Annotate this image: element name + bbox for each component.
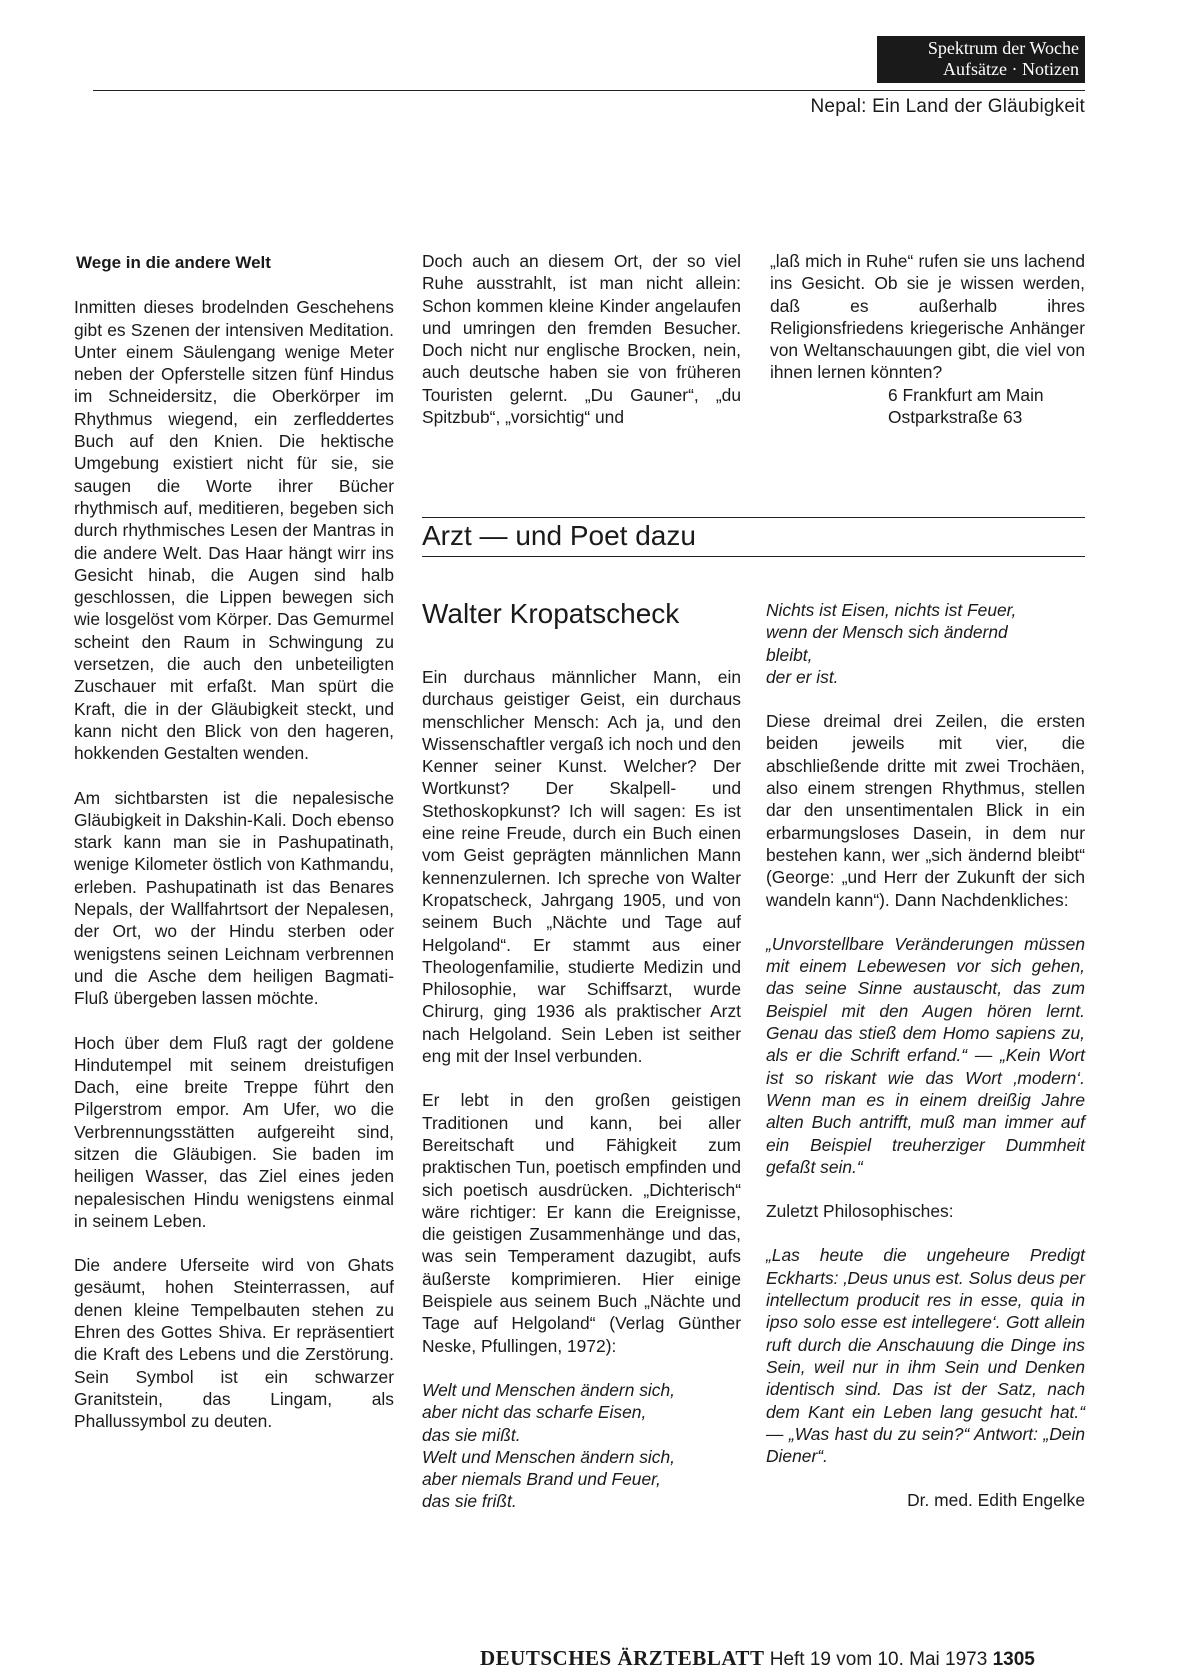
- journal-name: DEUTSCHES ÄRZTEBLATT: [480, 1646, 765, 1670]
- article2-paragraph: Zuletzt Philosophisches:: [766, 1201, 954, 1222]
- article2-column-1: [422, 666, 741, 1513]
- article1-paragraph: Inmitten dieses brodelnden Geschehens gibt es Szenen der intensiven Meditation. Unter einem Säulengang wenige Meter neben der Opferstelle sitzen fünf Hindus im Schneidersitz, die Oberkörper im Rhythmus wiegend, ein zerfleddertes Buch auf den Knien. Die hektische Umgebung existiert nicht für sie, sie saugen die Worte ihrer Bücher rhythmisch auf, meditieren, begeben sich durch rhythmisches Lesen der Mantras in die andere Welt. Das Haar hängt wirr ins Gesicht hinab, die Augen sind halb geschlossen, die Lippen bewegen sich wie losgelöst vom Körper. Das Gemurmel scheint den Raum in Schwingung zu versetzen, die auch den unbeteiligten Zuschauer mit erfaßt. Man spürt die Kraft, die in der Gläubigkeit steckt, und kann nicht den Blick von den hageren, hokkenden Gestalten wenden.: [74, 297, 394, 764]
- poem-line: Welt und Menschen ändern sich,: [422, 1446, 675, 1467]
- header-rule: [93, 90, 1085, 91]
- poem-line: wenn der Mensch sich ändernd: [766, 622, 1008, 643]
- article1-subhead: Wege in die andere Welt: [76, 253, 271, 272]
- section-heading: Arzt — und Poet dazu: [422, 520, 696, 551]
- section-badge: [877, 36, 1085, 83]
- address-line-2: Ostparkstraße 63: [888, 407, 1023, 428]
- article1-paragraph: „laß mich in Ruhe“ rufen sie uns lachend ins Gesicht. Ob sie je wissen werden, daß es außerhalb ihres Religionsfriedens kriegerische Anhänger von Weltanschauungen gibt, die viel von ihnen lernen könnten?: [770, 251, 1085, 383]
- section-rule-bottom: [422, 556, 1085, 557]
- poem-line: Nichts ist Eisen, nichts ist Feuer,: [766, 600, 1017, 620]
- poem-line: aber niemals Brand und Feuer,: [422, 1469, 661, 1490]
- poem-line: der er ist.: [766, 666, 839, 687]
- poem-2: [766, 599, 1085, 688]
- article1-paragraph: Doch auch an diesem Ort, der so viel Ruhe ausstrahlt, ist man nicht allein: Schon kommen kleine Kinder angelaufen und umringen den fremden Besucher. Doch nicht nur englische Brocken, nein, auch deutsche haben sie von früheren Touristen gelernt. „Du Gauner“, „du Spitzbub“, „vorsichtig“ und: [422, 251, 741, 428]
- running-title: Nepal: Ein Land der Gläubigkeit: [810, 96, 1085, 117]
- badge-line-2: Aufsätze · Notizen: [943, 59, 1079, 79]
- article2-paragraph: Diese dreimal drei Zeilen, die ersten beiden jeweils mit vier, die abschließende dritte mit zwei Trochäen, also einem strengen Rhythmus, stellen dar den unsentimentalen Blick in ein erbarmungsloses Dasein, in dem nur bestehen kann, wer „sich ändernd bleibt“ (George: „und Herr der Zukunft der sich wandeln kann“). Dann Nachdenkliches:: [766, 711, 1085, 910]
- poem-line: aber nicht das scharfe Eisen,: [422, 1402, 647, 1423]
- badge-line-1: Spektrum der Woche: [927, 38, 1079, 58]
- article2-signature: Dr. med. Edith Engelke: [907, 1490, 1085, 1511]
- poem-1: [422, 1379, 741, 1513]
- article1-column-2: [422, 250, 741, 428]
- article2-column-2: [766, 599, 1085, 1512]
- article2-quote: „Unvorstellbare Veränderungen müssen mit einem Lebewesen vor sich gehen, das seine Sinne austauscht, das zum Beispiel mit den Augen hören lernt. Genau das stieß dem Homo sapiens zu, als er die Schrift erfand.“ — „Kein Wort ist so riskant wie das Wort ‚modern‘. Wenn man es in einem dreißig Jahre alten Buch antrifft, muß man immer auf ein Beispiel treuherziger Dummheit gefaßt sein.“: [766, 933, 1085, 1177]
- article2-paragraph: Er lebt in den großen geistigen Traditionen und kann, bei aller Bereitschaft und Fähigkeit zum praktischen Tun, poetisch empfinden und sich poetisch ausdrücken. „Dichterisch“ wäre richtiger: Er kann die Ereignisse, die geistigen Zusammenhänge und das, was sein Temperament dazugibt, aufs äußerste komprimieren. Hier einige Beispiele aus seinem Buch „Nächte und Tage auf Helgoland“ (Verlag Günther Neske, Pfullingen, 1972):: [422, 1090, 741, 1356]
- page-footer: [480, 1646, 1035, 1671]
- article1-paragraph: Die andere Uferseite wird von Ghats gesäumt, hohen Steinterrassen, auf denen kleine Tempelbauten stehen zu Ehren des Gottes Shiva. Er repräsentiert die Kraft des Lebens und die Zerstörung. Sein Symbol ist ein schwarzer Granitstein, das Lingam, als Phallussymbol zu deuten.: [74, 1255, 394, 1432]
- article1-paragraph: Hoch über dem Fluß ragt der goldene Hindutempel mit seinem dreistufigen Dach, eine breite Treppe führt den Pilgerstrom empor. Am Ufer, wo die Verbrennungsstätten aufgereiht sind, sitzen die Gläubigen. Sie baden im heiligen Wasser, das Ziel eines jeden nepalesischen Hindu wenigstens einmal in seinem Leben.: [74, 1032, 394, 1231]
- article1-paragraph: Am sichtbarsten ist die nepalesische Gläubigkeit in Dakshin-Kali. Doch ebenso stark kann man sie in Pashupatinath, wenige Kilometer östlich von Kathmandu, erleben. Pashupatinath ist das Benares Nepals, der Wallfahrtsort der Nepalesen, der Ort, wo der Hindu sterben oder wenigstens seinen Leichnam verbrennen und die Asche dem heiligen Bagmati-Fluß übergeben lassen möchte.: [74, 787, 394, 1009]
- article2-title: Walter Kropatscheck: [422, 598, 680, 629]
- poem-line: Welt und Menschen ändern sich,: [422, 1379, 675, 1400]
- article2-paragraph: Ein durchaus männlicher Mann, ein durchaus geistiger Geist, ein durchaus menschlicher Mensch: Ach ja, und den Wissenschaftler vergaß ich noch und den Kenner seiner Kunst. Welcher? Der Wortkunst? Der Skalpell- und Stethoskopkunst? Ich will sagen: Es ist eine reine Freude, durch ein Buch einen vom Geist geprägten männlichen Mann kennenzulernen. Ich spreche von Walter Kropatscheck, Jahrgang 1905, und von seinem Buch „Nächte und Tage auf Helgoland“. Er stammt aus einer Theologenfamilie, studierte Medizin und Philosophie, war Schiffsarzt, wurde Chirurg, ging 1936 als praktischer Arzt nach Helgoland. Sein Leben ist seither eng mit der Insel verbunden.: [422, 667, 741, 1067]
- poem-line: das sie frißt.: [422, 1491, 517, 1512]
- poem-line: bleibt,: [766, 644, 813, 665]
- address-line-1: 6 Frankfurt am Main: [888, 384, 1044, 405]
- page-number: 1305: [992, 1649, 1035, 1670]
- issue-info: Heft 19 vom 10. Mai 1973: [769, 1649, 988, 1670]
- poem-line: das sie mißt.: [422, 1424, 521, 1445]
- article1-column-3: [770, 250, 1085, 428]
- article2-quote: „Las heute die ungeheure Predigt Eckharts: ‚Deus unus est. Solus deus per intellectum producit res in esse, quia in ipso solo esse est intellegere‘. Gott allein ruft durch die Anschauung die Dinge ins Sein, weil nur in ihm Sein und Denken identisch sind. Das ist der Satz, nach dem Kant ein Leben lang gesucht hat.“ — „Was hast du zu sein?“ Antwort: „Dein Diener“.: [766, 1245, 1085, 1467]
- article1-column-1: [74, 252, 394, 1433]
